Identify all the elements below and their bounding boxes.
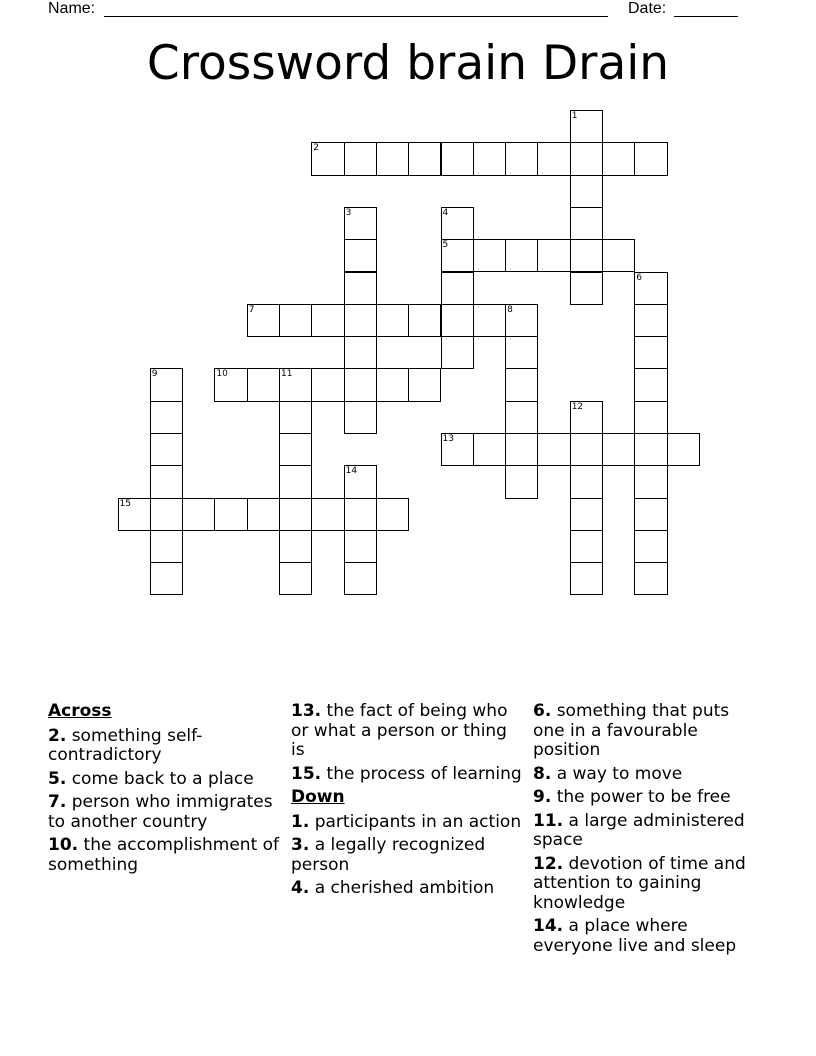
grid-cell[interactable] (344, 401, 377, 434)
clue-across-10 (48, 836, 280, 875)
grid-cell[interactable] (634, 530, 667, 563)
clue-down-14 (533, 917, 765, 956)
grid-cell-number: 9 (151, 369, 158, 380)
grid-cell[interactable] (505, 401, 538, 434)
grid-cell[interactable] (247, 304, 280, 337)
grid-cell[interactable] (634, 401, 667, 434)
clues-column-2 (291, 702, 523, 903)
grid-cell[interactable] (570, 175, 603, 208)
grid-cell-number: 4 (442, 207, 449, 218)
grid-cell[interactable] (344, 562, 377, 595)
grid-cell[interactable] (279, 465, 312, 498)
grid-cell-number: 3 (345, 207, 352, 218)
clue-number: 1. (291, 811, 310, 832)
clues-column-3 (533, 702, 765, 960)
grid-cell[interactable] (537, 433, 570, 466)
grid-cell[interactable] (505, 465, 538, 498)
grid-cell[interactable] (473, 304, 506, 337)
grid-cell[interactable] (570, 498, 603, 531)
grid-cell[interactable] (634, 336, 667, 369)
grid-cell[interactable] (441, 304, 474, 337)
grid-cell[interactable] (344, 336, 377, 369)
clue-text: the fact of being who or what a person or thing is (291, 701, 508, 760)
clue-text: a legally recognized person (291, 835, 486, 875)
grid-cell[interactable] (408, 142, 441, 175)
clue-down-8 (533, 765, 765, 785)
clue-number: 15. (291, 763, 322, 784)
grid-cell[interactable] (150, 465, 183, 498)
grid-cell[interactable] (408, 368, 441, 401)
clue-number: 5. (48, 768, 67, 789)
grid-cell[interactable] (279, 401, 312, 434)
clue-down-11 (533, 812, 765, 851)
grid-cell-number: 11 (281, 369, 293, 380)
clues-column-1 (48, 702, 280, 879)
grid-cell[interactable] (408, 304, 441, 337)
clue-number: 9. (533, 787, 552, 807)
grid-cell[interactable] (570, 562, 603, 595)
grid-cell[interactable] (344, 207, 377, 240)
grid-cell[interactable] (505, 433, 538, 466)
grid-cell[interactable] (344, 465, 377, 498)
grid-cell[interactable] (247, 368, 280, 401)
grid-cell[interactable] (473, 433, 506, 466)
grid-cell-number: 14 (345, 466, 358, 477)
clue-number: 3. (291, 835, 310, 855)
grid-cell[interactable] (441, 239, 474, 272)
clue-down-4 (291, 879, 523, 899)
grid-cell[interactable] (344, 530, 377, 563)
grid-cell[interactable] (570, 110, 603, 143)
grid-cell[interactable] (570, 401, 603, 434)
grid-cell-number: 10 (216, 369, 228, 380)
clue-down-1 (291, 813, 523, 833)
down-heading: Down (291, 787, 345, 807)
page-title: Crossword brain Drain (146, 36, 670, 91)
grid-cell[interactable] (279, 498, 312, 531)
grid-cell[interactable] (570, 239, 603, 272)
clue-text: a place where everyone live and sleep (533, 916, 737, 956)
grid-cell-number: 2 (313, 143, 320, 154)
clue-down-3 (291, 836, 523, 875)
grid-cell[interactable] (570, 465, 603, 498)
grid-cell[interactable] (441, 207, 474, 240)
grid-cell[interactable] (376, 498, 409, 531)
grid-cell[interactable] (311, 304, 344, 337)
clue-across-7 (48, 793, 280, 832)
clue-number: 14. (533, 916, 564, 936)
grid-cell[interactable] (279, 433, 312, 466)
grid-cell[interactable] (570, 433, 603, 466)
clue-down-6 (533, 702, 765, 761)
grid-cell[interactable] (150, 433, 183, 466)
clue-across-2 (48, 727, 280, 766)
grid-cell[interactable] (505, 304, 538, 337)
grid-cell-number: 5 (442, 240, 449, 251)
grid-cell[interactable] (279, 368, 312, 401)
grid-cell-number: 7 (248, 304, 255, 315)
grid-cell[interactable] (279, 304, 312, 337)
grid-cell-number: 13 (442, 434, 454, 444)
grid-cell-number: 12 (571, 401, 584, 412)
grid-cell[interactable] (344, 142, 377, 175)
grid-cell[interactable] (150, 401, 183, 434)
grid-cell[interactable] (634, 562, 667, 595)
grid-cell[interactable] (602, 433, 635, 466)
clue-text: come back to a place (71, 768, 254, 789)
grid-cell[interactable] (311, 368, 344, 401)
clue-text: participants in an action (314, 811, 522, 832)
clue-text: something that puts one in a favourable position (533, 701, 730, 760)
grid-cell[interactable] (214, 498, 247, 531)
grid-cell[interactable] (634, 272, 667, 305)
clue-text: devotion of time and attention to gaining knowledge (533, 853, 746, 913)
clue-text: a way to move (556, 763, 683, 784)
clue-number: 11. (533, 810, 564, 831)
grid-cell[interactable] (667, 433, 700, 466)
clue-number: 7. (48, 792, 67, 812)
grid-cell[interactable] (214, 368, 247, 401)
date-label: Date: (628, 0, 667, 17)
grid-cell[interactable] (311, 498, 344, 531)
grid-cell[interactable] (537, 142, 570, 175)
clue-number: 10. (48, 835, 79, 855)
clue-text: a cherished ambition (314, 878, 495, 898)
clue-number: 12. (533, 853, 564, 874)
clue-number: 8. (533, 763, 552, 784)
clue-number: 13. (291, 701, 322, 721)
grid-cell[interactable] (247, 498, 280, 531)
grid-cell[interactable] (311, 142, 344, 175)
clue-number: 4. (291, 878, 310, 898)
clue-text: something self-contradictory (48, 725, 203, 765)
grid-cell[interactable] (182, 498, 215, 531)
name-label: Name: (48, 0, 96, 17)
across-heading: Across (48, 701, 112, 721)
clue-across-13 (291, 702, 523, 761)
grid-cell[interactable] (473, 142, 506, 175)
grid-cell[interactable] (634, 498, 667, 531)
grid-cell-number: 15 (119, 498, 131, 509)
grid-cell[interactable] (150, 562, 183, 595)
grid-cell[interactable] (344, 239, 377, 272)
grid-cell[interactable] (505, 368, 538, 401)
grid-cell-number: 6 (636, 272, 643, 283)
clue-down-12 (533, 855, 765, 914)
grid-cell[interactable] (344, 368, 377, 401)
clue-text: the accomplishment of something (48, 835, 280, 875)
grid-cell[interactable] (634, 304, 667, 337)
clue-number: 6. (533, 701, 552, 721)
grid-cell[interactable] (602, 239, 635, 272)
grid-cell[interactable] (150, 368, 183, 401)
grid-cell[interactable] (279, 562, 312, 595)
clue-text: the power to be free (556, 787, 731, 807)
grid-cell[interactable] (634, 465, 667, 498)
grid-cell[interactable] (473, 239, 506, 272)
grid-cell[interactable] (634, 142, 667, 175)
grid-cell[interactable] (441, 142, 474, 175)
grid-cell[interactable] (344, 498, 377, 531)
grid-cell[interactable] (441, 433, 474, 466)
grid-cell[interactable] (537, 239, 570, 272)
clue-number: 2. (48, 725, 67, 746)
grid-cell[interactable] (570, 207, 603, 240)
grid-cell[interactable] (344, 304, 377, 337)
grid-cell[interactable] (376, 142, 409, 175)
grid-cell[interactable] (570, 142, 603, 175)
grid-cell[interactable] (150, 530, 183, 563)
grid-cell[interactable] (570, 530, 603, 563)
grid-cell[interactable] (634, 433, 667, 466)
grid-cell[interactable] (505, 239, 538, 272)
grid-cell[interactable] (505, 142, 538, 175)
grid-cell[interactable] (344, 272, 377, 305)
grid-cell[interactable] (150, 498, 183, 531)
grid-cell[interactable] (376, 304, 409, 337)
grid-cell[interactable] (118, 498, 151, 531)
clue-across-15 (291, 765, 523, 785)
grid-cell[interactable] (441, 336, 474, 369)
clue-down-9 (533, 788, 765, 808)
grid-cell[interactable] (441, 272, 474, 305)
grid-cell-number: 8 (507, 304, 513, 315)
clue-text: a large administered space (533, 810, 745, 850)
grid-cell[interactable] (279, 530, 312, 563)
grid-cell[interactable] (505, 336, 538, 369)
grid-cell-number: 1 (571, 111, 578, 121)
clue-across-5 (48, 770, 280, 790)
grid-cell[interactable] (376, 368, 409, 401)
grid-cell[interactable] (634, 368, 667, 401)
clue-text: person who immigrates to another country (48, 792, 273, 832)
clue-text: the process of learning (326, 763, 522, 784)
grid-cell[interactable] (602, 142, 635, 175)
grid-cell[interactable] (570, 272, 603, 305)
